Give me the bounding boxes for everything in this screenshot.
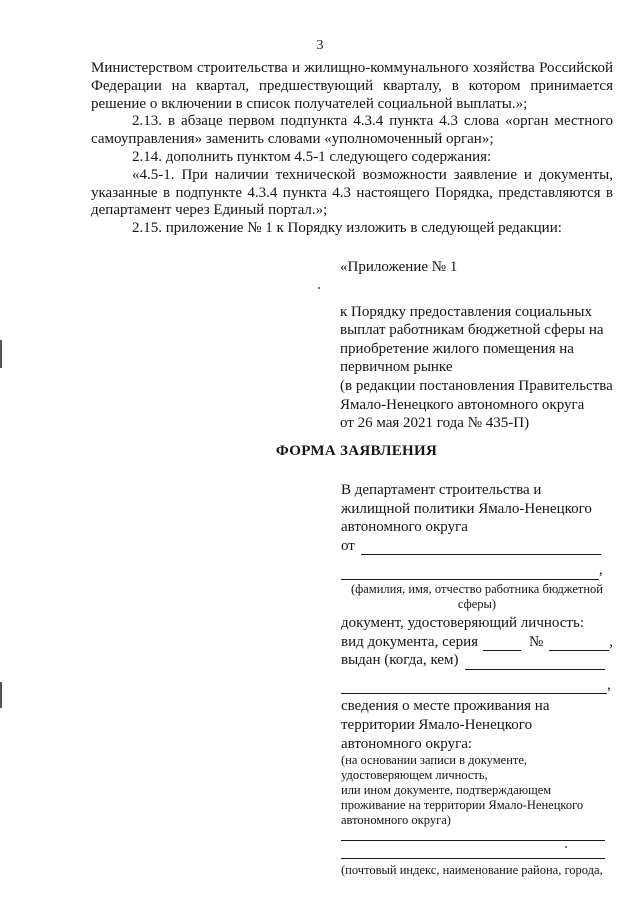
attachment-line: (в редакции постановления Правительства: [340, 377, 613, 394]
residence-note-line: автономного округа): [341, 813, 451, 828]
postal-caption: (почтовый индекс, наименование района, города,: [341, 863, 603, 878]
id-doc-label: документ, удостоверяющий личность:: [341, 614, 584, 631]
paragraph: «4.5-1. При наличии технической возможности заявление и документы, указанные в подпункте 4.3.4 пункта 4.3 настоящего Порядка, представляются в департамент через Единый портал.»;: [91, 166, 613, 219]
issued-row-2: ,: [341, 676, 613, 695]
attachment-line: к Порядку предоставления социальных: [340, 303, 592, 320]
number-blank-line: [549, 637, 609, 651]
attachment-header: [340, 258, 613, 433]
scan-edge-mark: [0, 340, 2, 368]
paragraph: 2.14. дополнить пунктом 4.5-1 следующего содержания:: [132, 148, 492, 165]
attachment-line: приобретение жилого помещения на: [340, 340, 574, 357]
residence-line: сведения о месте проживания на: [341, 698, 550, 715]
name-blank-line: [341, 566, 599, 580]
paragraph: Министерством строительства и жилищно-коммунального хозяйства Российской Федерации на квартал, предшествующий кварталу, в котором принимается решение о включении в список получателей социальной выплаты.»;: [91, 60, 613, 112]
attachment-line: от 26 мая 2021 года № 435-П): [340, 415, 530, 432]
issued-label: выдан (когда, кем): [341, 652, 459, 669]
residence-note-line: удостоверяющем личность,: [341, 768, 488, 783]
attachment-heading: «Приложение № 1: [340, 259, 458, 275]
doc-type-row: вид документа, серия № ,: [341, 633, 614, 650]
residence-note-line: проживание на территории Ямало-Ненецкого: [341, 798, 584, 813]
residence-line: автономного округа:: [341, 735, 473, 752]
attachment-line: Ямало-Ненецкого автономного округа: [340, 396, 585, 413]
issued-blank-line-2: [341, 680, 607, 694]
residence-note-line: или ином документе, подтверждающем: [341, 783, 552, 798]
form-title: ФОРМА ЗАЯВЛЕНИЯ: [275, 443, 438, 459]
name-caption: (фамилия, имя, отчество работника бюджетной сферы): [350, 581, 603, 611]
scan-speck: [318, 287, 320, 289]
doc-type-label: вид документа, серия: [341, 633, 478, 650]
paragraph: 2.13. в абзаце первом подпункта 4.3.4 пункта 4.3 слова «орган местного самоуправления» заменить словами «уполномоченный орган»;: [91, 113, 613, 148]
addressee-line: автономного округа: [341, 519, 468, 536]
issued-blank-line: [465, 656, 605, 670]
body-text: [91, 60, 613, 238]
paragraph: 2.15. приложение № 1 к Порядку изложить в следующей редакции:: [132, 220, 562, 237]
series-blank-line: [483, 637, 521, 651]
residence-line: территории Ямало-Ненецкого: [341, 716, 533, 733]
addressee-line: жилищной политики Ямало-Ненецкого: [341, 500, 592, 517]
residence-note-line: (на основании записи в документе,: [341, 753, 528, 768]
page-number: 3: [316, 38, 324, 53]
address-blank-line: [341, 828, 605, 841]
addressee-block: [341, 481, 613, 878]
attachment-line: выплат работникам бюджетной сферы на: [340, 322, 604, 339]
number-sign: №: [528, 633, 544, 650]
attachment-line: первичном рынке: [340, 359, 453, 376]
name-row: ,: [341, 561, 613, 580]
from-blank-line: [361, 541, 601, 555]
addressee-line: В департамент строительства и: [341, 482, 542, 498]
scan-edge-mark: [0, 682, 2, 708]
scan-speck: [565, 846, 567, 848]
issued-row: [341, 651, 613, 670]
from-row: [341, 537, 613, 556]
address-blank-line-2: [341, 841, 605, 859]
from-label: от: [341, 537, 355, 554]
